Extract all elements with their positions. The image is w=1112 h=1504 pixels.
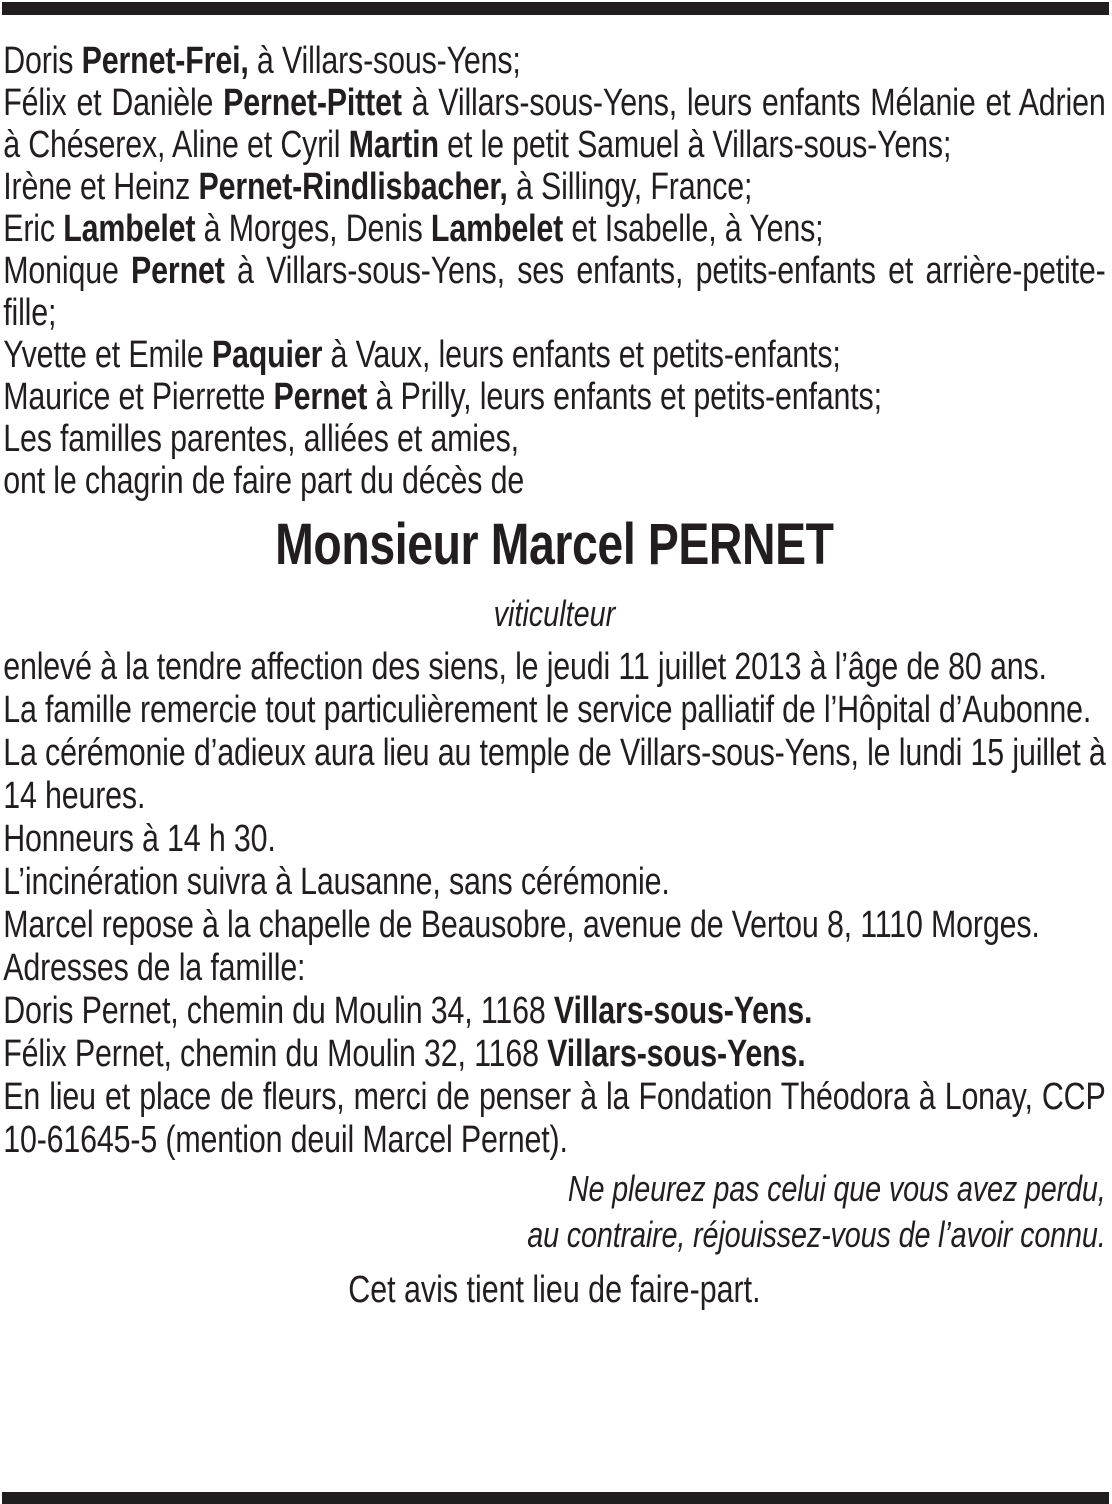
bottom-rule: [2, 1492, 1109, 1504]
notice-line: ont le chagrin de faire part du décès de: [3, 460, 525, 502]
deceased-name: Monsieur Marcel PERNET: [275, 512, 834, 577]
deceased-profession: viticulteur: [493, 593, 616, 634]
notice-line: Doris Pernet, chemin du Moulin 34, 1168 Villars-sous-Yens.: [3, 990, 813, 1032]
notice-content: [0, 40, 1112, 1312]
notice-line: Félix Pernet, chemin du Moulin 32, 1168 Villars-sous-Yens.: [3, 1033, 806, 1075]
notice-line: Doris Pernet-Frei, à Villars-sous-Yens;: [3, 40, 521, 82]
epitaph: [3, 1166, 1105, 1258]
notice-line: Honneurs à 14 h 30.: [3, 818, 276, 860]
notice-line: au contraire, réjouissez-vous de l’avoir connu.: [527, 1214, 1106, 1255]
notice-line: Yvette et Emile Paquier à Vaux, leurs enfants et petits-enfants;: [3, 334, 841, 376]
notice-line: L’incinération suivra à Lausanne, sans cérémonie.: [3, 861, 670, 903]
notice-line: Adresses de la famille:: [3, 947, 306, 989]
notice-line: Marcel repose à la chapelle de Beausobre, avenue de Vertou 8, 1110 Morges.: [3, 904, 1040, 946]
announcement-section: [3, 646, 1105, 1162]
top-rule: [2, 2, 1109, 15]
notice-line: Eric Lambelet à Morges, Denis Lambelet et Isabelle, à Yens;: [3, 208, 824, 250]
closing-line: Cet avis tient lieu de faire-part.: [348, 1269, 761, 1311]
notice-line: Monique Pernet à Villars-sous-Yens, ses enfants, petits-enfants et arrière-petite-fille;: [3, 250, 1106, 334]
notice-line: Maurice et Pierrette Pernet à Prilly, leurs enfants et petits-enfants;: [3, 376, 882, 418]
notice-line: La famille remercie tout particulièrement le service palliatif de l’Hôpital d’Aubonne.: [3, 689, 1092, 731]
family-section: [3, 40, 1105, 502]
notice-line: La cérémonie d’adieux aura lieu au temple de Villars-sous-Yens, le lundi 15 juillet à 14 heures.: [3, 732, 1106, 817]
notice-line: Félix et Danièle Pernet-Pittet à Villars-sous-Yens, leurs enfants Mélanie et Adrien à Chéserex, Aline et Cyril Martin et le petit Samuel à Villars-sous-Yens;: [3, 82, 1106, 166]
notice-line: Les familles parentes, alliées et amies,: [3, 418, 519, 460]
notice-line: Ne pleurez pas celui que vous avez perdu,: [567, 1168, 1106, 1209]
notice-line: enlevé à la tendre affection des siens, le jeudi 11 juillet 2013 à l’âge de 80 ans.: [3, 646, 1047, 688]
notice-line: Irène et Heinz Pernet-Rindlisbacher, à Sillingy, France;: [3, 166, 753, 208]
notice-line: En lieu et place de fleurs, merci de penser à la Fondation Théodora à Lonay, CCP 10-61645-5 (mention deuil Marcel Pernet).: [3, 1076, 1106, 1161]
